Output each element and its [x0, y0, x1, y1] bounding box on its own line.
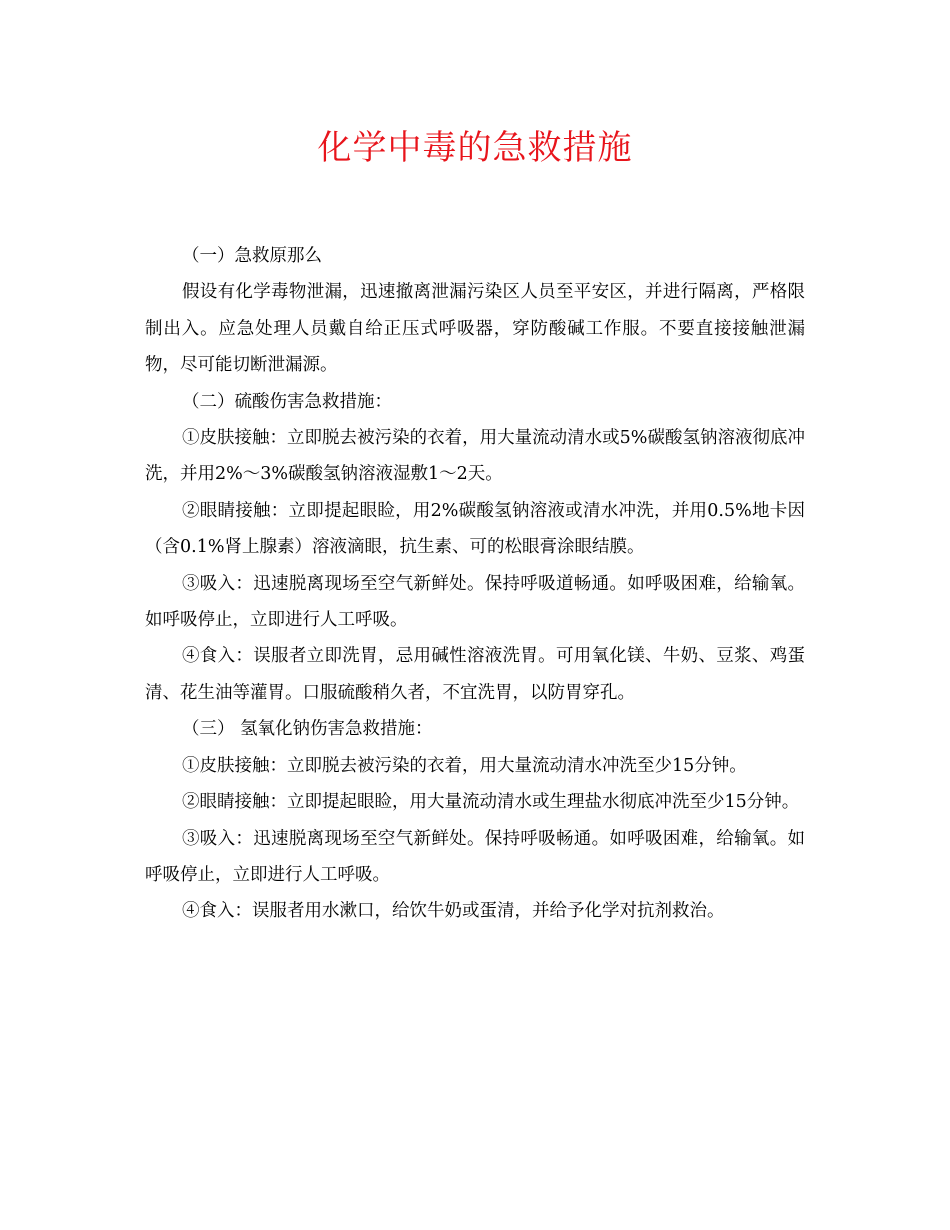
paragraph-leak-handling: 假设有化学毒物泄漏，迅速撤离泄漏污染区人员至平安区，并进行隔离，严格限制出入。应急处理人员戴自给正压式呼吸器，穿防酸碱工作服。不要直接接触泄漏物，尽可能切断泄漏源。: [145, 282, 805, 376]
paragraph-acid-skin-contact: ①皮肤接触：立即脱去被污染的衣着，用大量流动清水或5%碳酸氢钠溶液彻底冲洗，并用2%～3%碳酸氢钠溶液湿敷1～2天。: [145, 428, 805, 485]
paragraph-naoh-inhalation: ③吸入：迅速脱离现场至空气新鲜处。保持呼吸畅通。如呼吸困难，给输氧。如呼吸停止，立即进行人工呼吸。: [145, 828, 805, 885]
paragraph-naoh-ingestion: ④食入：误服者用水漱口，给饮牛奶或蛋清，并给予化学对抗剂救治。: [182, 901, 725, 922]
section-heading-principles: （一）急救原那么: [182, 246, 322, 266]
paragraph-acid-ingestion: ④食入：误服者立即洗胃，忌用碱性溶液洗胃。可用氧化镁、牛奶、豆浆、鸡蛋清、花生油等灌胃。口服硫酸稍久者，不宜洗胃，以防胃穿孔。: [145, 646, 805, 703]
paragraph-acid-inhalation: ③吸入：迅速脱离现场至空气新鲜处。保持呼吸道畅通。如呼吸困难，给输氧。如呼吸停止，立即进行人工呼吸。: [145, 573, 805, 631]
paragraph-naoh-eye-contact: ②眼睛接触：立即提起眼睑，用大量流动清水或生理盐水彻底冲洗至少15分钟。: [182, 792, 800, 813]
section-heading-sodium-hydroxide: （三） 氢氧化钠伤害急救措施：: [182, 719, 433, 740]
document-title: 化学中毒的急救措施: [317, 128, 633, 168]
paragraph-naoh-skin-contact: ①皮肤接触：立即脱去被污染的衣着，用大量流动清水冲洗至少15分钟。: [182, 755, 747, 776]
paragraph-acid-eye-contact: ②眼睛接触：立即提起眼睑，用2%碳酸氢钠溶液或清水冲洗，并用0.5%地卡因（含0.1%肾上腺素）溶液滴眼，抗生素、可的松眼膏涂眼结膜。: [145, 500, 805, 558]
section-heading-sulfuric-acid: （二）硫酸伤害急救措施：: [182, 391, 392, 412]
document-body: [145, 238, 805, 930]
